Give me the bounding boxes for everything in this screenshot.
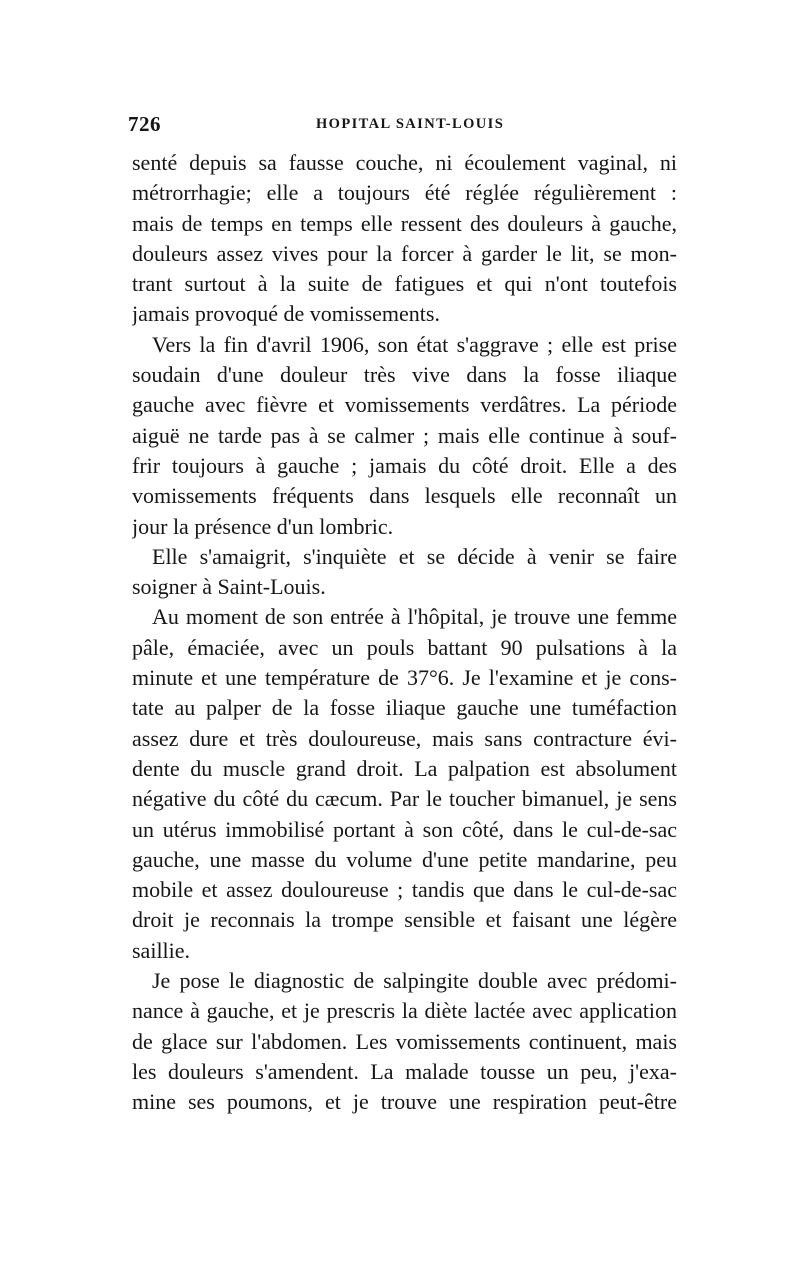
text-line: de glace sur l'abdomen. Les vomissements continuent, mais	[132, 1028, 677, 1054]
text-line: un utérus immobilisé portant à son côté, dans le cul-de-sac	[132, 816, 677, 842]
text-line: nance à gauche, et je prescris la diète lactée avec application	[132, 998, 677, 1024]
text-line: dente du muscle grand droit. La palpation est absolument	[132, 755, 677, 781]
text-line: vomissements fréquents dans lesquels elle reconnaît un	[132, 483, 677, 509]
text-line: mais de temps en temps elle ressent des douleurs à gauche,	[132, 210, 677, 236]
text-line: frir toujours à gauche ; jamais du côté droit. Elle a des	[132, 452, 677, 478]
text-line: Elle s'amaigrit, s'inquiète et se décide à venir se faire	[152, 543, 677, 569]
text-line: Vers la fin d'avril 1906, son état s'aggrave ; elle est prise	[152, 331, 677, 357]
text-line: jamais provoqué de vomissements.	[132, 301, 440, 327]
text-line: mine ses poumons, et je trouve une respiration peut-être	[132, 1089, 677, 1115]
text-line: Au moment de son entrée à l'hôpital, je trouve une femme	[152, 604, 677, 630]
text-line: négative du côté du cæcum. Par le toucher bimanuel, je sens	[132, 786, 677, 812]
text-line: jour la présence d'un lombric.	[132, 513, 394, 539]
text-line: soudain d'une douleur très vive dans la fosse iliaque	[132, 362, 677, 388]
text-line: saillie.	[132, 937, 191, 963]
page-header	[128, 112, 676, 138]
body-text	[132, 148, 677, 1118]
text-line: minute et une température de 37°6. Je l'examine et je cons-	[132, 665, 677, 691]
text-line: soigner à Saint-Louis.	[132, 574, 326, 600]
text-line: trant surtout à la suite de fatigues et qui n'ont toutefois	[132, 271, 677, 297]
text-line: gauche, une masse du volume d'une petite mandarine, peu	[132, 846, 677, 872]
text-line: mobile et assez douloureuse ; tandis que dans le cul-de-sac	[132, 877, 677, 903]
text-line: gauche avec fièvre et vomissements verdâtres. La période	[132, 392, 677, 418]
text-line: droit je reconnais la trompe sensible et faisant une légère	[132, 907, 677, 933]
text-line: métrorrhagie; elle a toujours été réglée régulièrement :	[132, 180, 677, 206]
text-line: assez dure et très douloureuse, mais sans contracture évi-	[132, 725, 677, 751]
text-line: tate au palper de la fosse iliaque gauche une tuméfaction	[132, 695, 677, 721]
text-line: les douleurs s'amendent. La malade tousse un peu, j'exa-	[132, 1058, 677, 1084]
text-line: senté depuis sa fausse couche, ni écoulement vaginal, ni	[132, 150, 677, 175]
running-head: HOPITAL SAINT-LOUIS	[316, 116, 505, 132]
text-line: pâle, émaciée, avec un pouls battant 90 pulsations à la	[132, 634, 677, 660]
text-line: Je pose le diagnostic de salpingite double avec prédomi-	[152, 968, 677, 994]
text-line: douleurs assez vives pour la forcer à garder le lit, se mon-	[132, 240, 677, 266]
page-number: 726	[128, 112, 161, 136]
text-line: aiguë ne tarde pas à se calmer ; mais elle continue à souf-	[132, 422, 677, 448]
